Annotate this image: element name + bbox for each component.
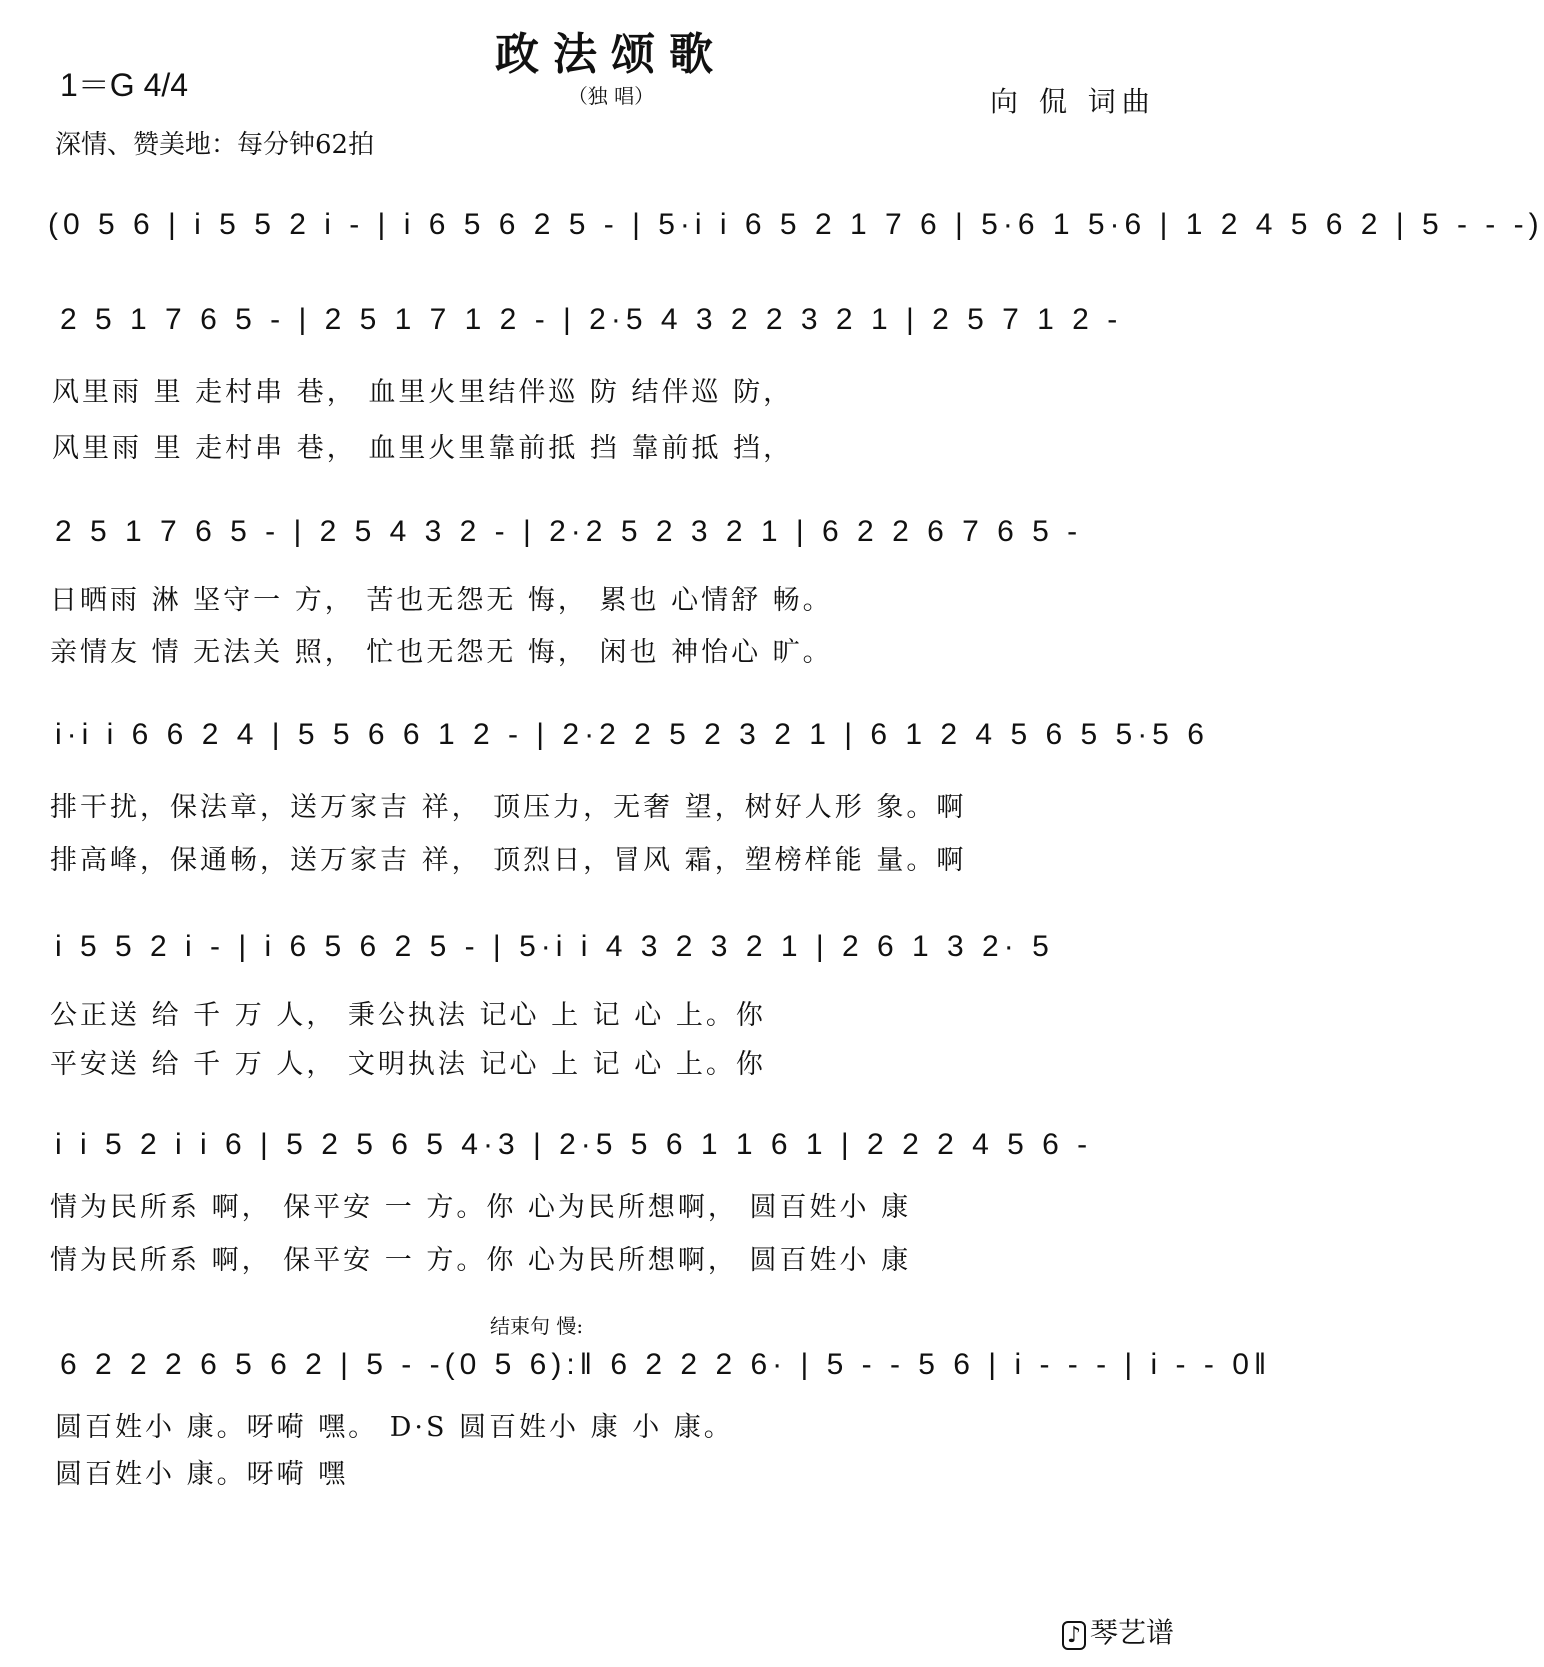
score-line-6: 6 2 2 2 6 5 6 2 | 5 - -(0 5 6):‖ 6 2 2 2 6· | 5 - - 5 6 | i - - - | i - - 0‖ (60, 1348, 1272, 1381)
logo-text: 琴艺谱 (1089, 1616, 1174, 1649)
composer-credit: 向 侃 词曲 (990, 85, 1156, 118)
song-title: 政法颂歌 (495, 29, 727, 80)
lyric-6-verse-1: 圆百姓小 康。呀嗬 嘿。 D·S 圆百姓小 康 小 康。 (55, 1412, 734, 1443)
lyric-4-verse-1: 公正送 给 千 万 人， 秉公执法 记心 上 记 心 上。你 (50, 1000, 766, 1031)
score-line-4: i 5 5 2 i - | i 6 5 6 2 5 - | 5·i i 4 3 2 3 2 1 | 2 6 1 3 2· 5 (55, 930, 1054, 963)
ending-marker: 结束句 慢: (490, 1314, 584, 1338)
score-line-intro: (0 5 6 | i 5 5 2 i - | i 6 5 6 2 5 - | 5·i i 6 5 2 1 7 6 | 5·6 1 5·6 | 1 2 4 5 6 2 | 5 - - -) (48, 208, 1544, 241)
song-subtitle: （独 唱） (567, 84, 655, 108)
lyric-1-verse-1: 风里雨 里 走村串 巷， 血里火里结伴巡 防 结伴巡 防， (52, 377, 794, 408)
lyric-5-verse-2: 情为民所系 啊， 保平安 一 方。你 心为民所想啊， 圆百姓小 康 (50, 1245, 912, 1276)
lyric-1-verse-2: 风里雨 里 走村串 巷， 血里火里靠前抵 挡 靠前抵 挡， (52, 433, 794, 464)
lyric-3-verse-2: 排高峰，保通畅，送万家吉 祥， 顶烈日，冒风 霜，塑榜样能 量。啊 (50, 845, 967, 876)
lyric-3-verse-1: 排干扰，保法章，送万家吉 祥， 顶压力，无奢 望，树好人形 象。啊 (50, 792, 967, 823)
logo-icon: ♪ (1062, 1621, 1086, 1650)
lyric-4-verse-2: 平安送 给 千 万 人， 文明执法 记心 上 记 心 上。你 (50, 1049, 766, 1080)
site-logo (1062, 1611, 1174, 1651)
lyric-2-verse-1: 日晒雨 淋 坚守一 方， 苦也无怨无 悔， 累也 心情舒 畅。 (50, 585, 833, 616)
tempo-marking: 深情、赞美地：每分钟62拍 (55, 130, 375, 160)
score-line-1: 2 5 1 7 6 5 - | 2 5 1 7 1 2 - | 2·5 4 3 2 2 3 2 1 | 2 5 7 1 2 - (60, 303, 1123, 336)
lyric-5-verse-1: 情为民所系 啊， 保平安 一 方。你 心为民所想啊， 圆百姓小 康 (50, 1192, 912, 1223)
score-line-3: i·i i 6 6 2 4 | 5 5 6 6 1 2 - | 2·2 2 5 2 3 2 1 | 6 1 2 4 5 6 5 5·5 6 (55, 718, 1209, 751)
score-line-5: i i 5 2 i i 6 | 5 2 5 6 5 4·3 | 2·5 5 6 1 1 6 1 | 2 2 2 4 5 6 - (55, 1128, 1093, 1161)
key-signature: 1＝G 4/4 (60, 67, 189, 103)
lyric-2-verse-2: 亲情友 情 无法关 照， 忙也无怨无 悔， 闲也 神怡心 旷。 (50, 637, 833, 668)
score-line-2: 2 5 1 7 6 5 - | 2 5 4 3 2 - | 2·2 5 2 3 2 1 | 6 2 2 6 7 6 5 - (55, 515, 1083, 548)
lyric-6-verse-2: 圆百姓小 康。呀嗬 嘿 (55, 1459, 349, 1490)
